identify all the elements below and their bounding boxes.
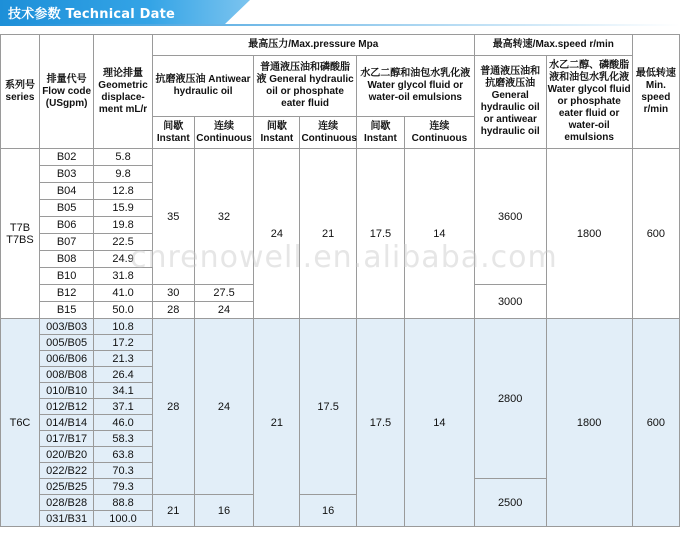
displacement-cell: 5.8 bbox=[94, 149, 152, 166]
displacement-cell: 70.3 bbox=[94, 463, 152, 479]
series-cell: T6C bbox=[1, 319, 40, 527]
displacement-cell: 26.4 bbox=[94, 367, 152, 383]
flow-code-cell: B06 bbox=[39, 217, 93, 234]
flow-code-cell: 014/B14 bbox=[39, 415, 93, 431]
flow-code-cell: 005/B05 bbox=[39, 335, 93, 351]
flow-code-cell: B04 bbox=[39, 183, 93, 200]
header-underline bbox=[0, 24, 680, 26]
flow-code-cell: 020/B20 bbox=[39, 447, 93, 463]
pressure-cell: 24 bbox=[254, 149, 300, 319]
flow-code-cell: 012/B12 bbox=[39, 399, 93, 415]
header-continuous-3: 连续 Continuous bbox=[405, 117, 475, 149]
header-general-oil: 普通液压油和磷酸脂液 General hydraulic oil or phosphate eater fluid bbox=[254, 56, 357, 117]
flow-code-cell: B02 bbox=[39, 149, 93, 166]
section-title: 技术参数 Technical Date bbox=[8, 7, 176, 22]
table-row bbox=[1, 319, 680, 335]
pressure-cell: 35 bbox=[152, 149, 194, 285]
displacement-cell: 100.0 bbox=[94, 511, 152, 527]
header-continuous-1: 连续 Continuous bbox=[194, 117, 253, 149]
t6-group bbox=[1, 319, 680, 527]
pressure-cell: 17.5 bbox=[300, 319, 356, 495]
displacement-cell: 79.3 bbox=[94, 479, 152, 495]
series-cell: T7B T7BS bbox=[1, 149, 40, 319]
spec-table bbox=[0, 34, 680, 527]
pressure-cell: 14 bbox=[405, 319, 475, 527]
flow-code-cell: 031/B31 bbox=[39, 511, 93, 527]
pressure-cell: 17.5 bbox=[356, 319, 404, 527]
displacement-cell: 17.2 bbox=[94, 335, 152, 351]
displacement-cell: 41.0 bbox=[94, 285, 152, 302]
displacement-cell: 34.1 bbox=[94, 383, 152, 399]
flow-code-cell: 025/B25 bbox=[39, 479, 93, 495]
min-speed-cell: 600 bbox=[632, 149, 679, 319]
speed-cell: 2800 bbox=[474, 319, 546, 479]
header-instant-3: 间歇 Instant bbox=[356, 117, 404, 149]
flow-code-cell: B08 bbox=[39, 251, 93, 268]
flow-code-cell: 017/B17 bbox=[39, 431, 93, 447]
pressure-cell: 14 bbox=[405, 149, 475, 319]
header-max-speed: 最高转速/Max.speed r/min bbox=[474, 35, 632, 56]
displacement-cell: 21.3 bbox=[94, 351, 152, 367]
min-speed-cell: 600 bbox=[632, 319, 679, 527]
pressure-cell: 28 bbox=[152, 319, 194, 495]
flow-code-cell: B03 bbox=[39, 166, 93, 183]
header-water-glycol: 水乙二醇和油包水乳化液 Water glycol fluid or water-oil emulsions bbox=[356, 56, 474, 117]
section-header bbox=[0, 0, 680, 26]
header-antiwear-oil: 抗磨液压油 Antiwear hydraulic oil bbox=[152, 56, 254, 117]
header-displacement: 理论排量 Geometric displace-ment mL/r bbox=[94, 35, 152, 149]
watermark: cnrenowell.en.alibaba.com bbox=[130, 240, 558, 275]
speed-cell: 3600 bbox=[474, 149, 546, 285]
header-series: 系列号 series bbox=[1, 35, 40, 149]
header-speed-general-oil: 普通液压油和抗磨液压油 General hydraulic oil or antiwear hydraulic oil bbox=[474, 56, 546, 149]
displacement-cell: 22.5 bbox=[94, 234, 152, 251]
displacement-cell: 24.9 bbox=[94, 251, 152, 268]
header-max-pressure: 最高压力/Max.pressure Mpa bbox=[152, 35, 474, 56]
speed-cell: 2500 bbox=[474, 479, 546, 527]
pressure-cell: 16 bbox=[194, 495, 253, 527]
pressure-cell: 21 bbox=[300, 149, 356, 319]
pressure-cell: 17.5 bbox=[356, 149, 404, 319]
flow-code-cell: 010/B10 bbox=[39, 383, 93, 399]
displacement-cell: 46.0 bbox=[94, 415, 152, 431]
flow-code-cell: 022/B22 bbox=[39, 463, 93, 479]
displacement-cell: 63.8 bbox=[94, 447, 152, 463]
flow-code-cell: 028/B28 bbox=[39, 495, 93, 511]
speed-cell: 1800 bbox=[546, 149, 632, 319]
displacement-cell: 88.8 bbox=[94, 495, 152, 511]
displacement-cell: 58.3 bbox=[94, 431, 152, 447]
header-continuous-2: 连续 Continuous bbox=[300, 117, 356, 149]
pressure-cell: 21 bbox=[254, 319, 300, 527]
flow-code-cell: 003/B03 bbox=[39, 319, 93, 335]
pressure-cell: 24 bbox=[194, 319, 253, 495]
flow-code-cell: B05 bbox=[39, 200, 93, 217]
pressure-cell: 28 bbox=[152, 302, 194, 319]
flow-code-cell: B07 bbox=[39, 234, 93, 251]
flow-code-cell: B10 bbox=[39, 268, 93, 285]
table-row bbox=[1, 149, 680, 166]
flow-code-cell: 008/B08 bbox=[39, 367, 93, 383]
pressure-cell: 21 bbox=[152, 495, 194, 527]
displacement-cell: 10.8 bbox=[94, 319, 152, 335]
flow-code-cell: B15 bbox=[39, 302, 93, 319]
header-instant-1: 间歇 Instant bbox=[152, 117, 194, 149]
header-flow-code: 排量代号 Flow code (USgpm) bbox=[39, 35, 93, 149]
pressure-cell: 32 bbox=[194, 149, 253, 285]
displacement-cell: 31.8 bbox=[94, 268, 152, 285]
flow-code-cell: B12 bbox=[39, 285, 93, 302]
displacement-cell: 15.9 bbox=[94, 200, 152, 217]
speed-cell: 1800 bbox=[546, 319, 632, 527]
displacement-cell: 9.8 bbox=[94, 166, 152, 183]
speed-cell: 3000 bbox=[474, 285, 546, 319]
t7-group bbox=[1, 149, 680, 319]
flow-code-cell: 006/B06 bbox=[39, 351, 93, 367]
displacement-cell: 50.0 bbox=[94, 302, 152, 319]
header-min-speed: 最低转速 Min. speed r/min bbox=[632, 35, 679, 149]
header-instant-2: 间歇 Instant bbox=[254, 117, 300, 149]
pressure-cell: 27.5 bbox=[194, 285, 253, 302]
displacement-cell: 19.8 bbox=[94, 217, 152, 234]
header-speed-water-glycol: 水乙二醇、磷酸脂液和油包水乳化液 Water glycol fluid or phosphate eater fluid or water-oil emulsions bbox=[546, 56, 632, 149]
displacement-cell: 12.8 bbox=[94, 183, 152, 200]
pressure-cell: 30 bbox=[152, 285, 194, 302]
pressure-cell: 16 bbox=[300, 495, 356, 527]
pressure-cell: 24 bbox=[194, 302, 253, 319]
displacement-cell: 37.1 bbox=[94, 399, 152, 415]
